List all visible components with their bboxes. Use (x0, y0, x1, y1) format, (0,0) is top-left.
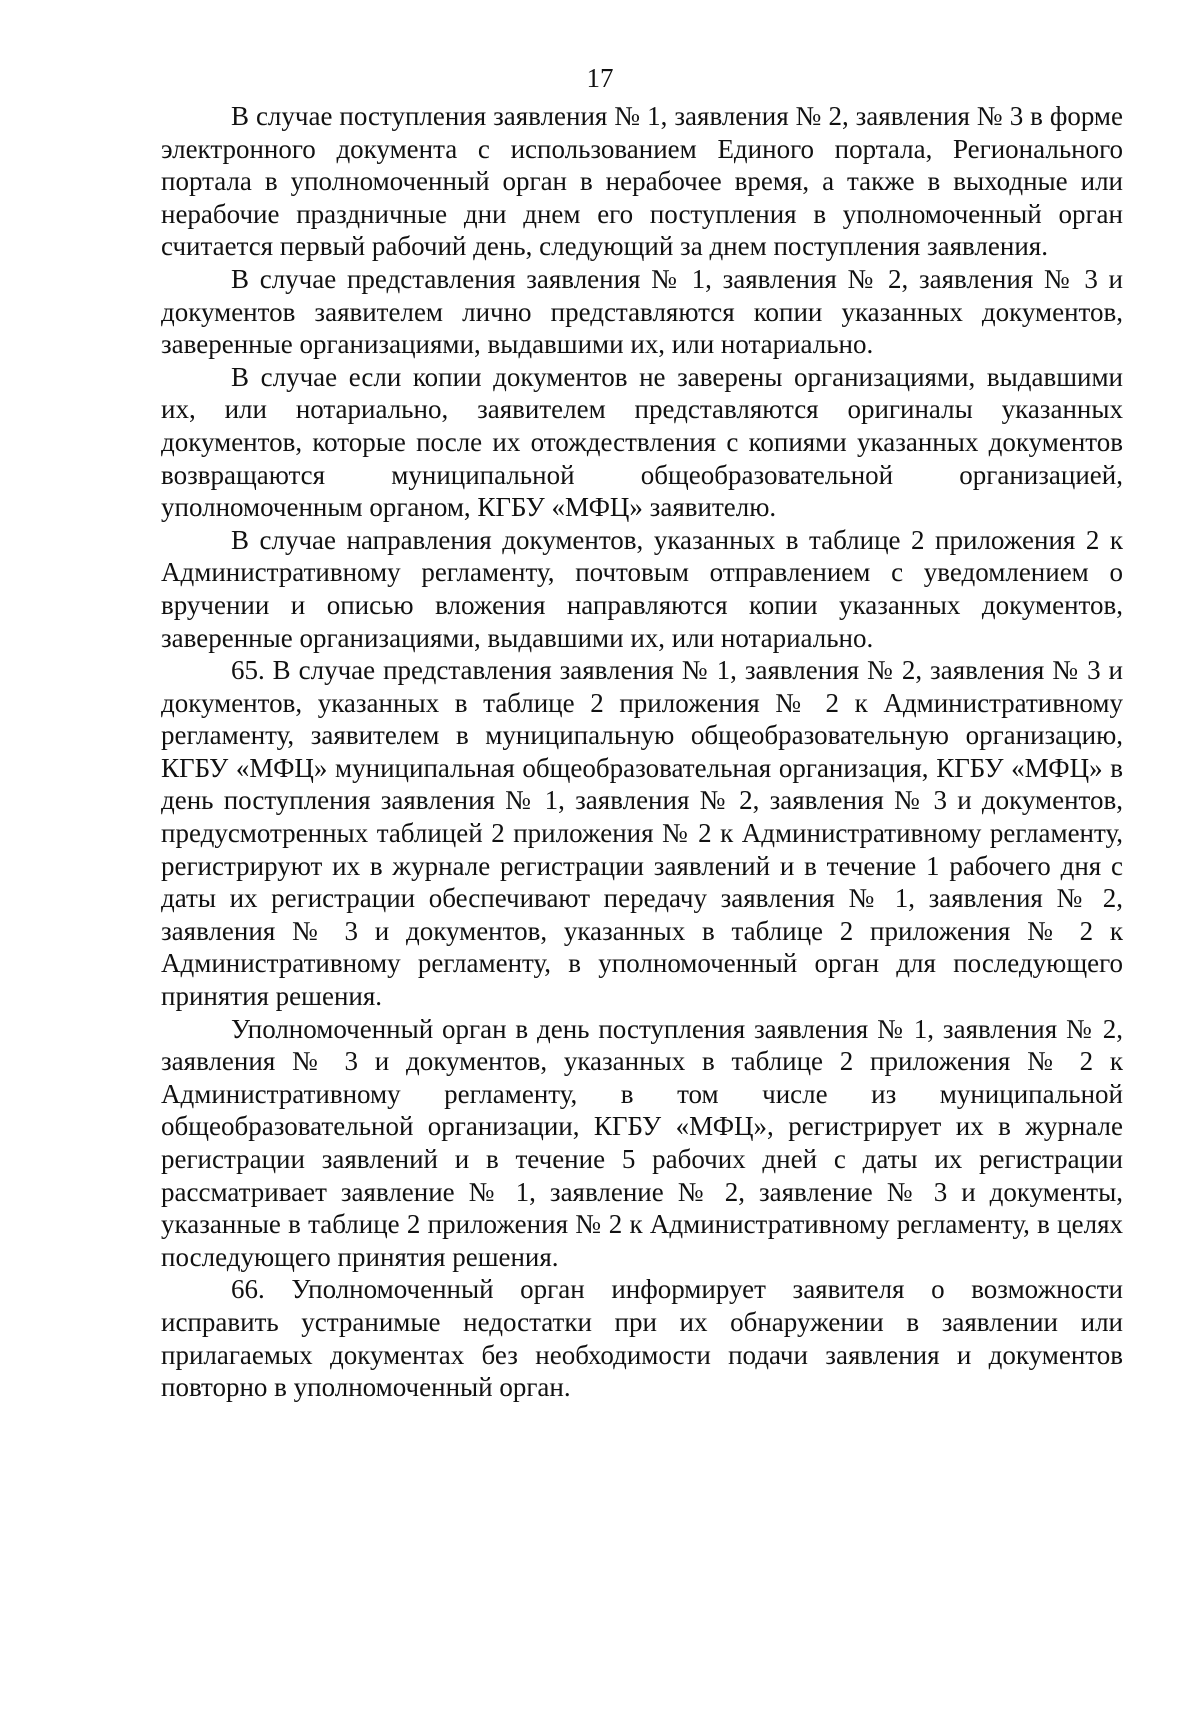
paragraph-uncertified-copies: В случае если копии документов не заверены организациями, выдавшими их, или нотариально, заявителем представляются оригиналы указанных документов, которые после их отождествления с копиями указанных документов возвращаются муниципальной общеобразовательной организацией, уполномоченным органом, КГБУ «МФЦ» заявителю. (161, 361, 1123, 523)
paragraph-electronic-submission: В случае поступления заявления № 1, заявления № 2, заявления № 3 в форме электронного документа с использованием Единого портала, Регионального портала в уполномоченный орган в нерабочее время, а также в выходные или нерабочие праздничные дни днем его поступления в уполномоченный орган считается первый рабочий день, следующий за днем поступления заявления. (161, 101, 1123, 262)
paragraph-authorized-body-registration: Уполномоченный орган в день поступления заявления № 1, заявления № 2, заявления № 3 и документов, указанных в таблице 2 приложения № 2 к Административному регламенту, в том числе из муниципальной общеобразовательной организации, КГБУ «МФЦ», регистрирует их в журнале регистрации заявлений и в течение 5 рабочих дней с даты их регистрации рассматривает заявление № 1, заявление № 2, заявление № 3 и документы, указанные в таблице 2 приложения № 2 к Административному регламенту, в целях последующего принятия решения. (161, 1013, 1123, 1272)
paragraph-item-66: 66. Уполномоченный орган информирует заявителя о возможности исправить устранимые недостатки при их обнаружении в заявлении или прилагаемых документах без необходимости подачи заявления и документов повторно в уполномоченный орган. (161, 1274, 1123, 1403)
document-body (161, 100, 1123, 1404)
paragraph-item-65: 65. В случае представления заявления № 1, заявления № 2, заявления № 3 и документов, указанных в таблице 2 приложения № 2 к Административному регламенту, заявителем в муниципальную общеобразовательную организацию, КГБУ «МФЦ» муниципальная общеобразовательная организация, КГБУ «МФЦ» в день поступления заявления № 1, заявления № 2, заявления № 3 и документов, предусмотренных таблицей 2 приложения № 2 к Административному регламенту, регистрируют их в журнале регистрации заявлений и в течение 1 рабочего дня с даты их регистрации обеспечивают передачу заявления № 1, заявления № 2, заявления № 3 и документов, указанных в таблице 2 приложения № 2 к Административному регламенту, в уполномоченный орган для последующего принятия решения. (161, 655, 1123, 1012)
paragraph-personal-submission: В случае представления заявления № 1, заявления № 2, заявления № 3 и документов заявителем лично представляются копии указанных документов, заверенные организациями, выдавшими их, или нотариально. (161, 263, 1123, 360)
paragraph-postal-submission: В случае направления документов, указанных в таблице 2 приложения 2 к Административному регламенту, почтовым отправлением с уведомлением о вручении и описью вложения направляются копии указанных документов, заверенные организациями, выдавшими их, или нотариально. (161, 524, 1123, 653)
page-number: 17 (586, 63, 614, 93)
